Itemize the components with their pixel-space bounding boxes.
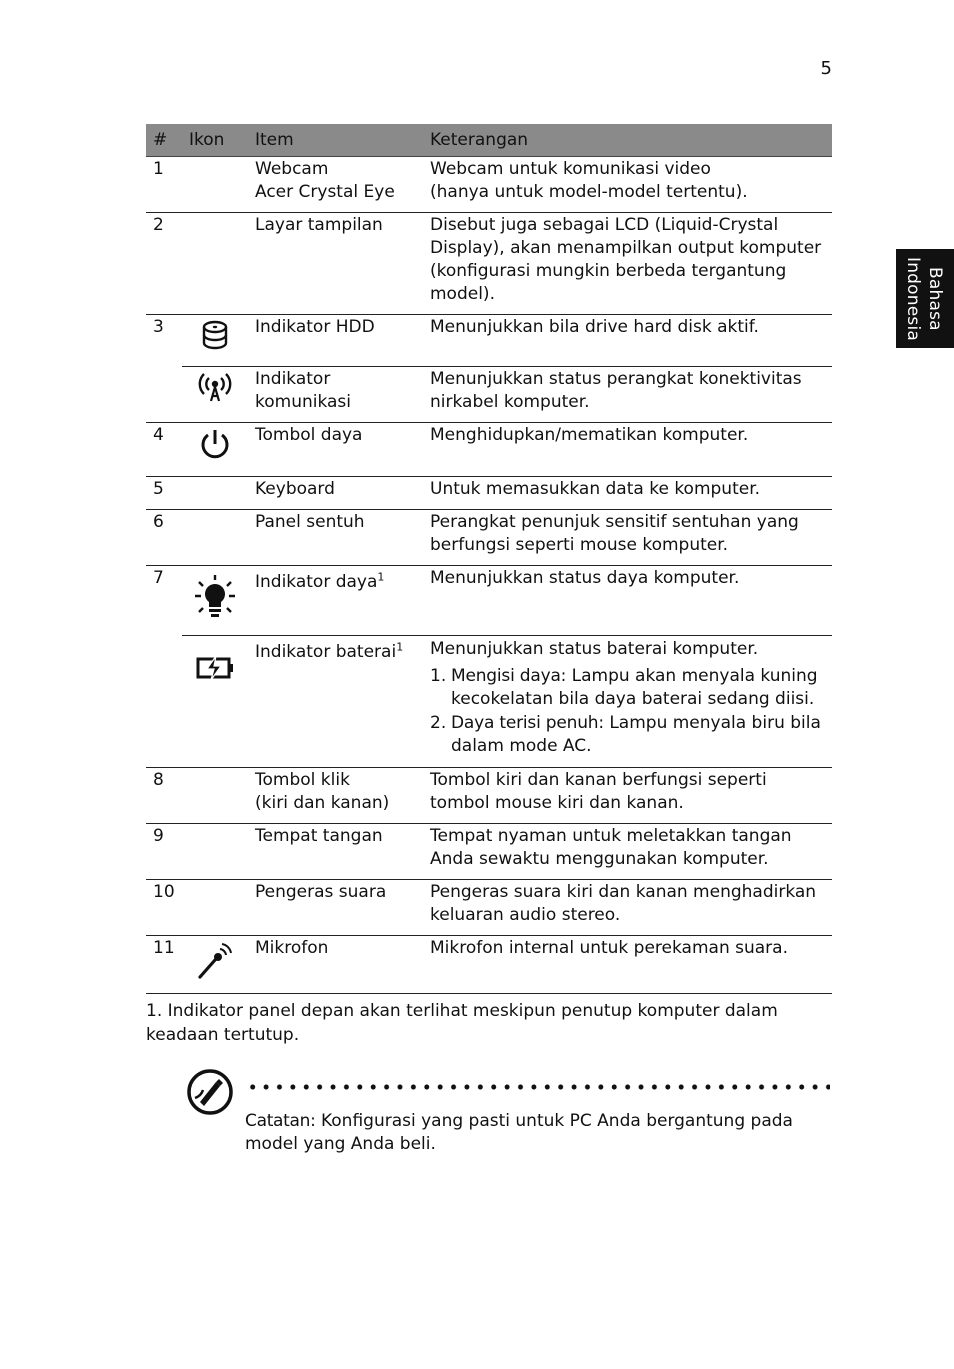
table-row bbox=[146, 423, 832, 477]
row-item: Keyboard bbox=[248, 477, 423, 510]
power-light-icon bbox=[193, 574, 237, 624]
table-row bbox=[146, 768, 832, 824]
row-description: Perangkat penunjuk sensitif sentuhan yang berfungsi seperti mouse komputer. bbox=[423, 510, 832, 566]
row-description: Tempat nyaman untuk meletakkan tangan Anda sewaktu menggunakan komputer. bbox=[423, 824, 832, 880]
list-text: Lampu akan menyala kuning kecokelatan bila daya baterai sedang diisi. bbox=[451, 666, 818, 709]
row-item: Indikator komunikasi bbox=[248, 367, 423, 423]
row-number: 8 bbox=[146, 768, 182, 824]
row-item-text: Indikator baterai bbox=[255, 642, 397, 662]
row-item: Tempat tangan bbox=[248, 824, 423, 880]
footnote-ref: 1 bbox=[396, 640, 404, 654]
note-icon bbox=[186, 1068, 234, 1120]
list-label: Daya terisi penuh: bbox=[451, 713, 604, 733]
row-description: Webcam untuk komunikasi video (hanya untuk model-model tertentu). bbox=[423, 157, 832, 213]
row-number: 2 bbox=[146, 213, 182, 315]
table-row bbox=[146, 510, 832, 566]
row-number: 7 bbox=[153, 568, 164, 588]
table-row bbox=[146, 157, 832, 213]
row-number: 1 bbox=[146, 157, 182, 213]
row-description: Menunjukkan status perangkat konektivitas nirkabel komputer. bbox=[423, 367, 832, 423]
list-text: Lampu menyala biru bila dalam mode AC. bbox=[451, 713, 821, 756]
note-label: Catatan: bbox=[245, 1111, 316, 1131]
row-item bbox=[248, 566, 423, 636]
row-description bbox=[423, 636, 832, 768]
row-icon-cell bbox=[182, 423, 248, 477]
row-description: Mikrofon internal untuk perekaman suara. bbox=[423, 936, 832, 994]
row-item: Mikrofon bbox=[248, 936, 423, 994]
row-icon-cell bbox=[182, 315, 248, 367]
row-description: Pengeras suara kiri dan kanan menghadirkan keluaran audio stereo. bbox=[423, 880, 832, 936]
header-item: Item bbox=[248, 124, 423, 157]
list-item bbox=[430, 712, 828, 758]
language-tab-label: Bahasa Indonesia bbox=[903, 256, 945, 341]
row-item: Webcam Acer Crystal Eye bbox=[248, 157, 423, 213]
description-text: Menunjukkan status baterai komputer. bbox=[430, 639, 759, 659]
microphone-icon bbox=[195, 940, 235, 980]
row-number: 3 bbox=[153, 317, 164, 337]
note-divider bbox=[246, 1084, 830, 1090]
table-header-row bbox=[146, 124, 832, 157]
row-icon-cell bbox=[182, 367, 248, 423]
row-number: 10 bbox=[146, 880, 182, 936]
row-number: 5 bbox=[146, 477, 182, 510]
row-number bbox=[146, 367, 182, 423]
row-description: Menghidupkan/mematikan komputer. bbox=[423, 423, 832, 477]
row-icon-cell bbox=[182, 213, 248, 315]
row-icon-cell bbox=[182, 477, 248, 510]
language-tab bbox=[896, 249, 954, 348]
table-row bbox=[146, 936, 832, 994]
row-item: Tombol klik (kiri dan kanan) bbox=[248, 768, 423, 824]
row-icon-cell bbox=[182, 157, 248, 213]
component-table bbox=[146, 124, 832, 994]
status-list bbox=[430, 665, 828, 758]
row-item: Tombol daya bbox=[248, 423, 423, 477]
row-number: 4 bbox=[146, 423, 182, 477]
power-icon bbox=[198, 427, 232, 463]
list-marker: 1. bbox=[430, 666, 447, 686]
header-number: # bbox=[146, 124, 182, 157]
row-icon-cell bbox=[182, 636, 248, 768]
note-text: Konfigurasi yang pasti untuk PC Anda bergantung pada model yang Anda beli. bbox=[245, 1111, 793, 1154]
row-number: 9 bbox=[146, 824, 182, 880]
battery-icon bbox=[195, 654, 235, 682]
table-row bbox=[146, 636, 832, 768]
row-icon-cell bbox=[182, 880, 248, 936]
row-item: Pengeras suara bbox=[248, 880, 423, 936]
table-row bbox=[146, 315, 832, 367]
table-row bbox=[146, 477, 832, 510]
row-number bbox=[146, 636, 182, 768]
list-label: Mengisi daya: bbox=[451, 666, 567, 686]
row-description: Menunjukkan status daya komputer. bbox=[423, 566, 832, 636]
row-icon-cell bbox=[182, 566, 248, 636]
row-description: Disebut juga sebagai LCD (Liquid-Crystal Display), akan menampilkan output komputer (konfigurasi mungkin berbeda tergantung model). bbox=[423, 213, 832, 315]
row-number: 11 bbox=[146, 936, 182, 994]
row-description: Menunjukkan bila drive hard disk aktif. bbox=[423, 315, 832, 367]
table-row bbox=[146, 566, 832, 636]
table-row bbox=[146, 880, 832, 936]
table-row bbox=[146, 824, 832, 880]
row-icon-cell bbox=[182, 768, 248, 824]
footnote: 1. Indikator panel depan akan terlihat meskipun penutup komputer dalam keadaan tertutup. bbox=[146, 1001, 778, 1045]
note bbox=[245, 1110, 835, 1156]
list-item bbox=[430, 665, 828, 711]
row-description: Tombol kiri dan kanan berfungsi seperti tombol mouse kiri dan kanan. bbox=[423, 768, 832, 824]
page-number: 5 bbox=[820, 58, 832, 79]
table-row bbox=[146, 213, 832, 315]
row-item-text: Indikator daya bbox=[255, 572, 378, 592]
row-item: Layar tampilan bbox=[248, 213, 423, 315]
header-description: Keterangan bbox=[423, 124, 832, 157]
table-row bbox=[146, 367, 832, 423]
hdd-icon bbox=[200, 319, 230, 353]
header-icon: Ikon bbox=[182, 124, 248, 157]
row-description: Untuk memasukkan data ke komputer. bbox=[423, 477, 832, 510]
list-marker: 2. bbox=[430, 713, 447, 733]
row-number: 6 bbox=[146, 510, 182, 566]
row-icon-cell bbox=[182, 510, 248, 566]
row-item: Panel sentuh bbox=[248, 510, 423, 566]
row-icon-cell bbox=[182, 936, 248, 994]
row-item: Indikator HDD bbox=[248, 315, 423, 367]
row-icon-cell bbox=[182, 824, 248, 880]
wireless-icon bbox=[195, 371, 235, 403]
row-item bbox=[248, 636, 423, 768]
footnote-ref: 1 bbox=[377, 570, 385, 584]
